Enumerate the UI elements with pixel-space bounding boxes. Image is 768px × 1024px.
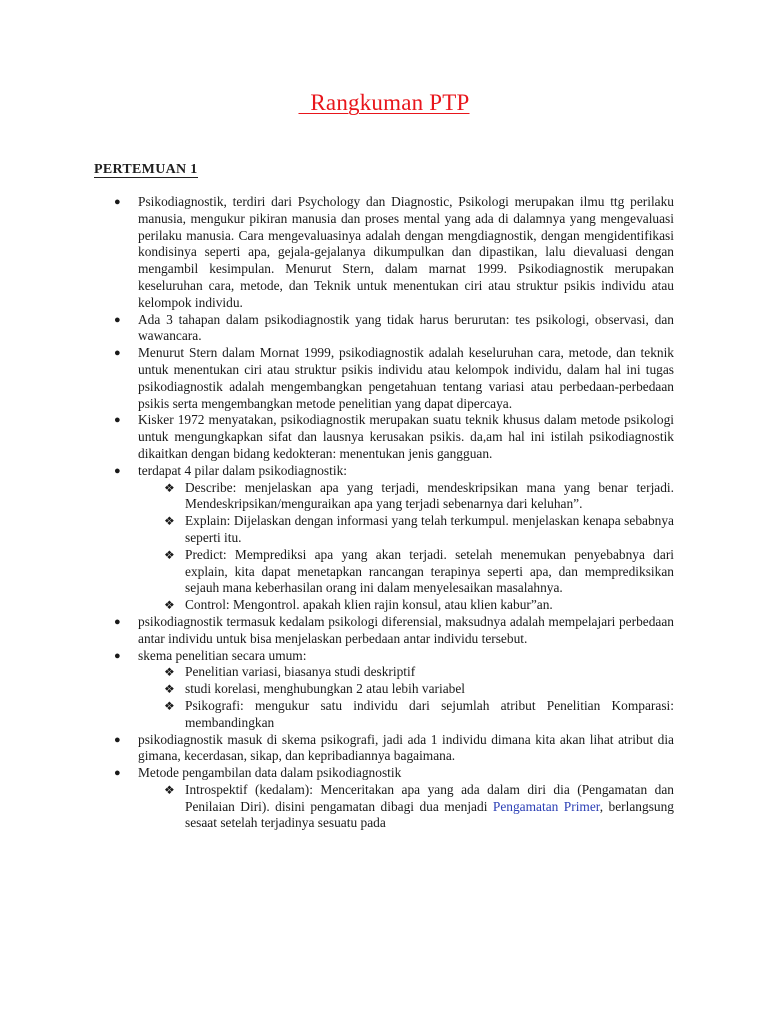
document-title-text: Rangkuman PTP [298,90,470,115]
list-item [94,648,674,732]
list-item-text: skema penelitian secara umum: [138,647,307,663]
bullet-icon: ● [114,649,121,662]
list-item [94,345,674,412]
list-item-text: psikodiagnostik masuk di skema psikografi, jadi ada 1 individu dimana kita akan lihat atribut dia gimana, kecerdasan, sikap, dan kepribadiannya bagaimana. [138,731,674,764]
sub-list-item-text: Psikografi: mengukur satu individu dari sejumlah atribut Penelitian Komparasi: membandingkan [185,697,674,730]
list-item [94,412,674,462]
diamond-bullet-icon: ❖ [164,514,175,529]
sub-list-item-text: Introspektif (kedalam): Menceritakan apa yang ada dalam diri dia (Pengamatan dan Penilaian Diri). disini pengamatan dibagi dua menjadi [185,781,674,814]
list-item [94,765,674,832]
sub-list-item [138,547,674,597]
diamond-bullet-icon: ❖ [164,598,175,613]
section-heading [94,162,674,178]
diamond-bullet-icon: ❖ [164,547,175,562]
sub-list-item [138,681,674,698]
diamond-bullet-icon: ❖ [164,782,175,797]
document-title [94,90,674,116]
bullet-icon: ● [114,196,121,208]
diamond-bullet-icon: ❖ [164,682,175,697]
sub-list [138,664,674,731]
bullet-icon: ● [114,615,121,628]
sub-list-item [138,513,674,547]
bullet-list [94,194,674,832]
sub-list-item-text: Penelitian variasi, biasanya studi deskriptif [185,664,416,680]
list-item-text: Menurut Stern dalam Mornat 1999, psikodiagnostik adalah keseluruhan cara, metode, dan teknik untuk menentukan ciri atau struktur psikis individu atau kelompok individu, dalam hal ini tugas psikodiagnostik adalah mengembangkan pengetahuan tentang variasi atau perbedaan-perbedaan psikis serta mengembangkan metode penelitian yang dapat dipercaya. [138,345,674,411]
list-item [94,194,674,312]
sub-list-item [138,480,674,514]
sub-list-item-text: studi korelasi, menghubungkan 2 atau lebih variabel [185,681,466,697]
list-item-text: Metode pengambilan data dalam psikodiagnostik [138,765,402,781]
diamond-bullet-icon: ❖ [164,698,175,713]
sub-list-item [138,664,674,681]
list-item-text: Psikodiagnostik, terdiri dari Psychology dan Diagnostic, Psikologi merupakan ilmu ttg perilaku manusia, mengukur pikiran manusia dan proses mental yang ada di dalamnya yang mengevaluasi perilaku manusia. Cara mengevaluasinya adalah dengan mengdiagnostik, dengan mengidentifikasi kondisinya seperti apa, gejala-gejalanya dikumpulkan dan dipastikan, lalu dievaluasi dengan mengambil kesimpulan. Menurut Stern, dalam marnat 1999. Psikodiagnostik merupakan keseluruhan cara, metode, dan Teknik untuk menentukan ciri atau struktur psikis individu atau kelompok individu. [138,194,674,310]
bullet-icon: ● [114,464,121,477]
list-item-text: terdapat 4 pilar dalam psikodiagnostik: [138,462,347,478]
sub-list-item [138,597,674,614]
bullet-icon: ● [114,313,121,326]
sub-list-item [138,782,674,832]
sub-list-item [138,698,674,732]
section-heading-text: PERTEMUAN 1 [94,162,198,177]
bullet-icon: ● [114,414,121,427]
pengamatan-primer-link[interactable]: Pengamatan Primer [492,798,600,814]
list-item-text: psikodiagnostik termasuk kedalam psikologi diferensial, maksudnya adalah mempelajari perbedaan antar individu untuk bisa menjelaskan perbedaan antar individu tersebut. [138,613,674,646]
list-item [94,614,674,648]
sub-list-item-text: Predict: Memprediksi apa yang akan terjadi. setelah menemukan penyebabnya dari explain, kita dapat menetapkan rancangan terapinya seperti apa, dan memprediksikan sejauh mana keberhasilan orang ini dalam menyelesaikan masalahnya. [185,546,674,596]
list-item-text: Kisker 1972 menyatakan, psikodiagnostik merupakan suatu teknik khusus dalam metode psikologi untuk mengungkapkan sifat dan lausnya kerusakan psikis. da,am hal ini istilah psikodiagnostik dikaitkan dengan bidang kedokteran: menentukan jenis gangguan. [138,412,674,461]
diamond-bullet-icon: ❖ [164,665,175,680]
sub-list [138,480,674,614]
list-item [94,312,674,346]
diamond-bullet-icon: ❖ [164,480,175,495]
bullet-icon: ● [114,733,121,746]
sub-list-item-text-continued: , berlangsung sesaat setelah terjadinya sesuatu pada [185,798,674,831]
bullet-icon: ● [114,767,121,780]
list-item [94,463,674,614]
sub-list-item-text: Explain: Dijelaskan dengan informasi yang telah terkumpul. menjelaskan kenapa sebabnya seperti itu. [185,513,674,545]
list-item [94,732,674,766]
bullet-icon: ● [114,347,121,360]
list-item-text: Ada 3 tahapan dalam psikodiagnostik yang tidak harus berurutan: tes psikologi, observasi, dan wawancara. [138,311,674,344]
sub-list-item-text: Control: Mengontrol. apakah klien rajin konsul, atau klien kabur”an. [185,597,553,613]
sub-list-item-text: Describe: menjelaskan apa yang terjadi, mendeskripsikan mana yang benar terjadi. Mendeskripsikan/menguraikan apa yang terjadi sebenarnya dari keluhan”. [185,479,674,512]
sub-list [138,782,674,832]
